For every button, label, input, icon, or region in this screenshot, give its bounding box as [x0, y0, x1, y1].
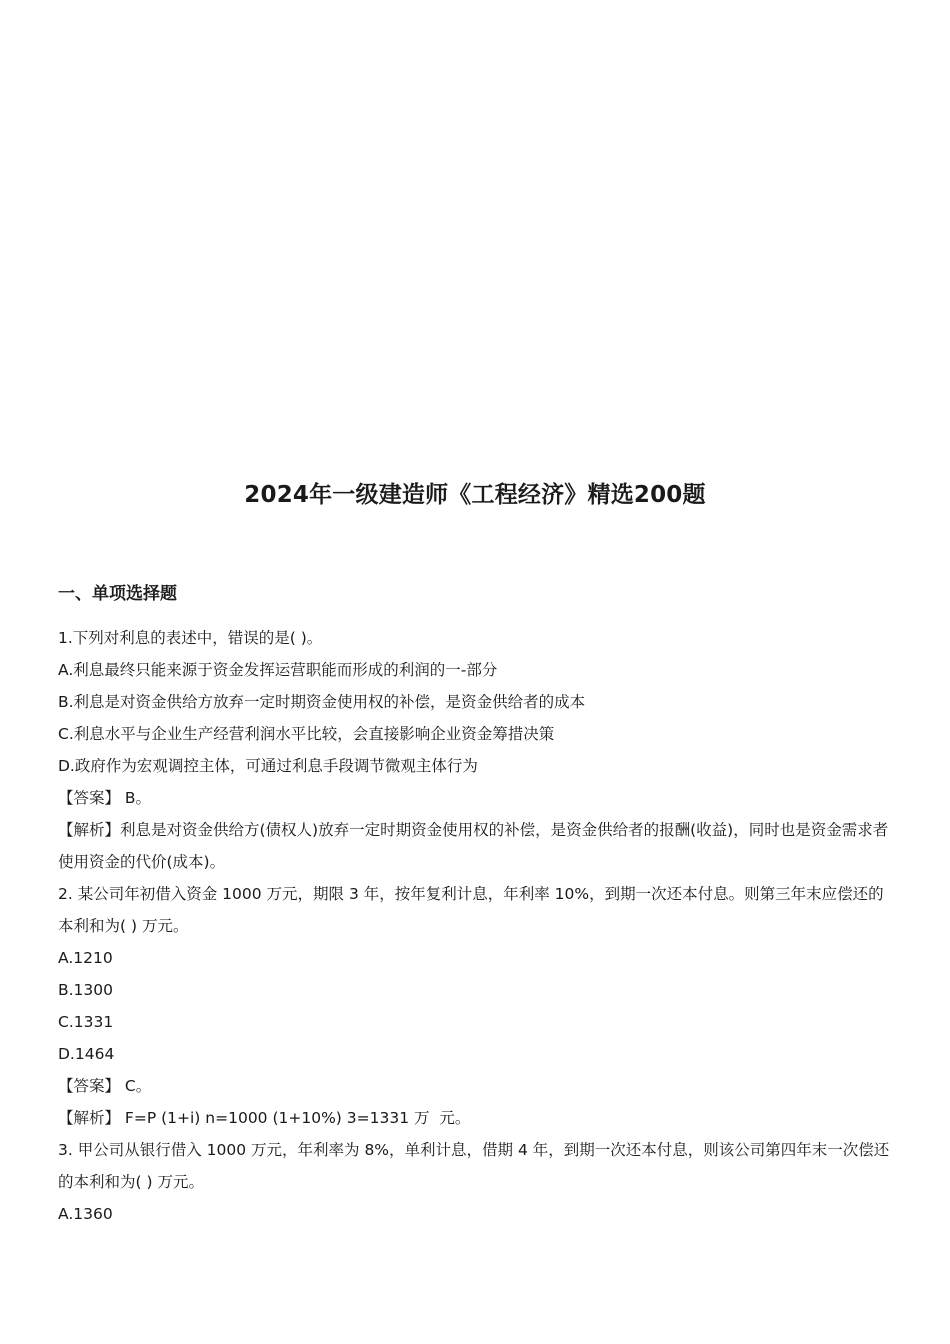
question-3-stem: 3. 甲公司从银行借入 1000 万元，年利率为 8%，单利计息，借期 4 年，到期一次还本付息，则该公司第四年末一次偿还的本利和为( ) 万元。: [58, 1141, 890, 1191]
question-1-option-a: A.利息最终只能来源于资金发挥运营职能而形成的利润的一-部分: [58, 661, 498, 679]
document-title: 2024年一级建造师《工程经济》精选200题: [244, 482, 706, 508]
question-1-option-b: B.利息是对资金供给方放弃一定时期资金使用权的补偿，是资金供给者的成本: [58, 693, 586, 711]
question-1-analysis: 【解析】利息是对资金供给方(债权人)放弃一定时期资金使用权的补偿，是资金供给者的报酬(收益)，同时也是资金需求者使用资金的代价(成本)。: [58, 821, 889, 871]
question-2-option-b: B.1300: [58, 981, 114, 999]
question-2-option-a: A.1210: [58, 949, 113, 967]
question-1-option-d: D.政府作为宏观调控主体，可通过利息手段调节微观主体行为: [58, 757, 478, 775]
question-2-option-c: C.1331: [58, 1013, 114, 1031]
question-list: [58, 622, 894, 1230]
question-2-option-d: D.1464: [58, 1045, 115, 1063]
question-2-answer: 【答案】 C。: [58, 1077, 152, 1095]
question-1-answer: 【答案】 B。: [58, 789, 152, 807]
question-3-option-a: A.1360: [58, 1205, 113, 1223]
question-1-stem: 1.下列对利息的表述中，错误的是( )。: [58, 629, 323, 647]
question-2-analysis: 【解析】 F=P (1+i) n=1000 (1+10%) 3=1331 万 元。: [58, 1109, 471, 1127]
section-heading: 一、单项选择题: [58, 584, 177, 604]
question-2-stem: 2. 某公司年初借入资金 1000 万元，期限 3 年，按年复利计息，年利率 10%，到期一次还本付息。则第三年末应偿还的本利和为( ) 万元。: [58, 885, 884, 935]
question-1-option-c: C.利息水平与企业生产经营利润水平比较，会直接影响企业资金筹措决策: [58, 725, 555, 743]
